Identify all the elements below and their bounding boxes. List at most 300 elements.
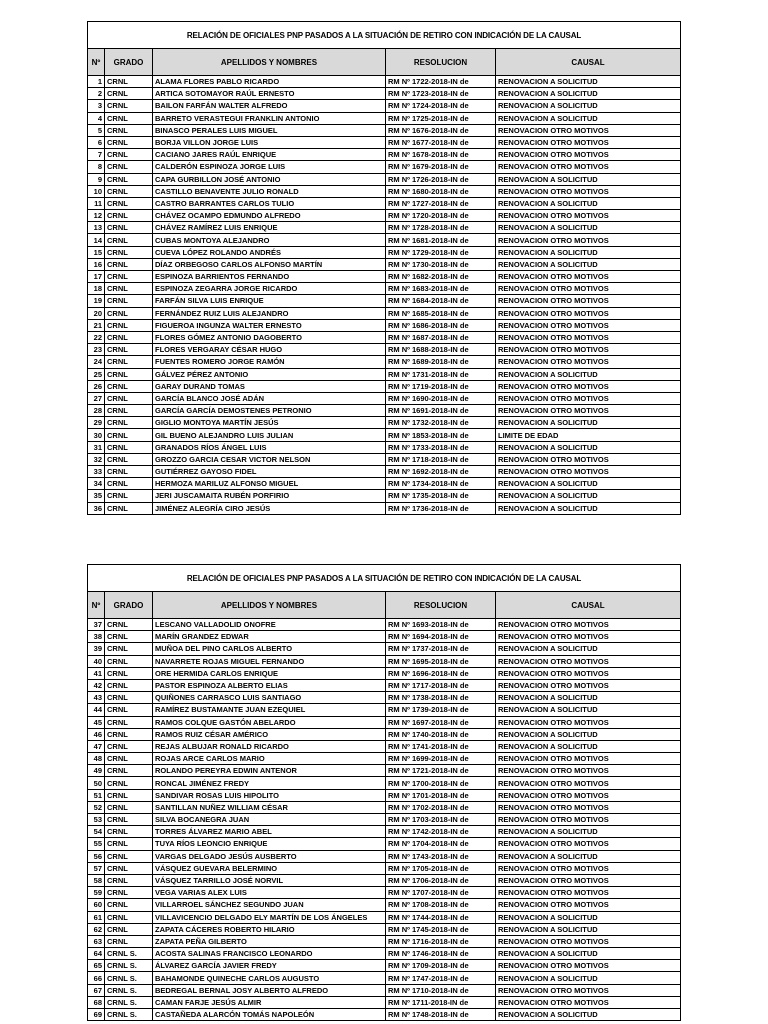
header-rank: GRADO <box>105 592 153 619</box>
cell-rank: CRNL <box>105 838 153 850</box>
cell-cause: RENOVACION OTRO MOTIVOS <box>496 380 681 392</box>
cell-resolution: RM Nº 1736-2018-IN de <box>386 502 496 514</box>
cell-resolution: RM Nº 1693-2018-IN de <box>386 619 496 631</box>
cell-resolution: RM Nº 1681-2018-IN de <box>386 234 496 246</box>
cell-number: 34 <box>88 478 105 490</box>
cell-number: 58 <box>88 874 105 886</box>
cell-resolution: RM Nº 1725-2018-IN de <box>386 112 496 124</box>
cell-resolution: RM Nº 1735-2018-IN de <box>386 490 496 502</box>
cell-names: RAMOS RUIZ CÉSAR AMÉRICO <box>153 728 386 740</box>
cell-names: CHÁVEZ RAMÍREZ LUIS ENRIQUE <box>153 222 386 234</box>
cell-resolution: RM Nº 1727-2018-IN de <box>386 197 496 209</box>
cell-cause: RENOVACION A SOLICITUD <box>496 222 681 234</box>
cell-number: 19 <box>88 295 105 307</box>
cell-names: GUTIÉRREZ GAYOSO FIDEL <box>153 466 386 478</box>
cell-names: TORRES ÁLVAREZ MARIO ABEL <box>153 826 386 838</box>
cell-cause: RENOVACION A SOLICITUD <box>496 972 681 984</box>
table-row <box>88 173 681 185</box>
table-row <box>88 417 681 429</box>
table-row <box>88 923 681 935</box>
cell-rank: CRNL <box>105 667 153 679</box>
cell-rank: CRNL <box>105 753 153 765</box>
cell-names: RAMOS COLQUE GASTÓN ABELARDO <box>153 716 386 728</box>
cell-resolution: RM Nº 1748-2018-IN de <box>386 1009 496 1021</box>
cell-cause: RENOVACION OTRO MOTIVOS <box>496 765 681 777</box>
cell-cause: RENOVACION OTRO MOTIVOS <box>496 283 681 295</box>
table-row <box>88 1009 681 1021</box>
cell-cause: RENOVACION OTRO MOTIVOS <box>496 619 681 631</box>
table-row <box>88 899 681 911</box>
cell-names: MUÑOA DEL PINO CARLOS ALBERTO <box>153 643 386 655</box>
cell-cause: RENOVACION OTRO MOTIVOS <box>496 814 681 826</box>
cell-rank: CRNL <box>105 679 153 691</box>
cell-number: 26 <box>88 380 105 392</box>
cell-names: GARCÍA BLANCO JOSÉ ADÁN <box>153 392 386 404</box>
cell-resolution: RM Nº 1746-2018-IN de <box>386 948 496 960</box>
cell-rank: CRNL <box>105 344 153 356</box>
cell-number: 45 <box>88 716 105 728</box>
cell-rank: CRNL <box>105 76 153 88</box>
table-row <box>88 100 681 112</box>
table-row <box>88 392 681 404</box>
cell-names: BARRETO VERASTEGUI FRANKLIN ANTONIO <box>153 112 386 124</box>
cell-number: 37 <box>88 619 105 631</box>
cell-rank: CRNL <box>105 899 153 911</box>
cell-number: 50 <box>88 777 105 789</box>
cell-resolution: RM Nº 1710-2018-IN de <box>386 984 496 996</box>
cell-number: 33 <box>88 466 105 478</box>
table-row <box>88 344 681 356</box>
cell-rank: CRNL <box>105 453 153 465</box>
table-row <box>88 380 681 392</box>
cell-rank: CRNL <box>105 643 153 655</box>
cell-number: 57 <box>88 862 105 874</box>
table-row <box>88 643 681 655</box>
cell-resolution: RM Nº 1728-2018-IN de <box>386 222 496 234</box>
cell-rank: CRNL <box>105 185 153 197</box>
cell-number: 30 <box>88 429 105 441</box>
cell-names: VEGA VARIAS ALEX LUIS <box>153 887 386 899</box>
cell-cause: RENOVACION OTRO MOTIVOS <box>496 344 681 356</box>
cell-resolution: RM Nº 1734-2018-IN de <box>386 478 496 490</box>
cell-names: FUENTES ROMERO JORGE RAMÓN <box>153 356 386 368</box>
cell-names: CAMAN FARJE JESÚS ALMIR <box>153 996 386 1008</box>
cell-number: 17 <box>88 271 105 283</box>
cell-rank: CRNL <box>105 319 153 331</box>
cell-names: GARAY DURAND TOMAS <box>153 380 386 392</box>
cell-names: ORE HERMIDA CARLOS ENRIQUE <box>153 667 386 679</box>
table-row <box>88 258 681 270</box>
cell-resolution: RM Nº 1684-2018-IN de <box>386 295 496 307</box>
cell-resolution: RM Nº 1719-2018-IN de <box>386 380 496 392</box>
cell-number: 42 <box>88 679 105 691</box>
table-row <box>88 655 681 667</box>
cell-cause: RENOVACION OTRO MOTIVOS <box>496 124 681 136</box>
cell-resolution: RM Nº 1716-2018-IN de <box>386 935 496 947</box>
cell-resolution: RM Nº 1689-2018-IN de <box>386 356 496 368</box>
cell-number: 44 <box>88 704 105 716</box>
cell-resolution: RM Nº 1720-2018-IN de <box>386 210 496 222</box>
cell-resolution: RM Nº 1699-2018-IN de <box>386 753 496 765</box>
cell-rank: CRNL <box>105 246 153 258</box>
table-row <box>88 814 681 826</box>
cell-cause: RENOVACION OTRO MOTIVOS <box>496 295 681 307</box>
cell-resolution: RM Nº 1723-2018-IN de <box>386 88 496 100</box>
cell-number: 7 <box>88 149 105 161</box>
cell-number: 63 <box>88 935 105 947</box>
cell-resolution: RM Nº 1740-2018-IN de <box>386 728 496 740</box>
cell-cause: RENOVACION A SOLICITUD <box>496 704 681 716</box>
cell-number: 66 <box>88 972 105 984</box>
cell-cause: RENOVACION A SOLICITUD <box>496 502 681 514</box>
cell-names: CUBAS MONTOYA ALEJANDRO <box>153 234 386 246</box>
cell-cause: RENOVACION OTRO MOTIVOS <box>496 234 681 246</box>
cell-names: CASTAÑEDA ALARCÓN TOMÁS NAPOLEÓN <box>153 1009 386 1021</box>
table-row <box>88 619 681 631</box>
cell-resolution: RM Nº 1690-2018-IN de <box>386 392 496 404</box>
cell-names: CHÁVEZ OCAMPO EDMUNDO ALFREDO <box>153 210 386 222</box>
table-row <box>88 765 681 777</box>
table-row <box>88 222 681 234</box>
table-row <box>88 911 681 923</box>
cell-resolution: RM Nº 1685-2018-IN de <box>386 307 496 319</box>
table-row <box>88 996 681 1008</box>
cell-rank: CRNL <box>105 801 153 813</box>
cell-cause: RENOVACION A SOLICITUD <box>496 948 681 960</box>
cell-cause: RENOVACION A SOLICITUD <box>496 643 681 655</box>
cell-cause: RENOVACION OTRO MOTIVOS <box>496 679 681 691</box>
cell-rank: CRNL S. <box>105 972 153 984</box>
cell-number: 68 <box>88 996 105 1008</box>
cell-number: 6 <box>88 136 105 148</box>
cell-resolution: RM Nº 1704-2018-IN de <box>386 838 496 850</box>
cell-number: 21 <box>88 319 105 331</box>
table-body <box>88 619 681 1021</box>
cell-cause: RENOVACION A SOLICITUD <box>496 911 681 923</box>
cell-cause: RENOVACION OTRO MOTIVOS <box>496 356 681 368</box>
cell-names: GÁLVEZ PÉREZ ANTONIO <box>153 368 386 380</box>
cell-cause: RENOVACION A SOLICITUD <box>496 692 681 704</box>
table-row <box>88 441 681 453</box>
table-row <box>88 331 681 343</box>
cell-names: BEDREGAL BERNAL JOSY ALBERTO ALFREDO <box>153 984 386 996</box>
cell-rank: CRNL <box>105 619 153 631</box>
cell-names: HERMOZA MARILUZ ALFONSO MIGUEL <box>153 478 386 490</box>
table-row <box>88 667 681 679</box>
table-row <box>88 826 681 838</box>
cell-number: 12 <box>88 210 105 222</box>
cell-rank: CRNL <box>105 331 153 343</box>
cell-rank: CRNL <box>105 502 153 514</box>
cell-resolution: RM Nº 1691-2018-IN de <box>386 405 496 417</box>
cell-resolution: RM Nº 1687-2018-IN de <box>386 331 496 343</box>
cell-names: RAMÍREZ BUSTAMANTE JUAN EZEQUIEL <box>153 704 386 716</box>
cell-rank: CRNL <box>105 777 153 789</box>
cell-number: 61 <box>88 911 105 923</box>
header-cause: CAUSAL <box>496 592 681 619</box>
cell-resolution: RM Nº 1683-2018-IN de <box>386 283 496 295</box>
table-row <box>88 136 681 148</box>
cell-resolution: RM Nº 1697-2018-IN de <box>386 716 496 728</box>
cell-number: 22 <box>88 331 105 343</box>
cell-resolution: RM Nº 1703-2018-IN de <box>386 814 496 826</box>
cell-names: PASTOR ESPINOZA ALBERTO ELIAS <box>153 679 386 691</box>
cell-cause: RENOVACION OTRO MOTIVOS <box>496 960 681 972</box>
table-row <box>88 874 681 886</box>
cell-names: RONCAL JIMÉNEZ FREDY <box>153 777 386 789</box>
table-row <box>88 631 681 643</box>
header-number: Nº <box>88 49 105 76</box>
cell-number: 56 <box>88 850 105 862</box>
cell-names: CAPA GURBILLON JOSÉ ANTONIO <box>153 173 386 185</box>
cell-rank: CRNL <box>105 740 153 752</box>
table-row <box>88 753 681 765</box>
table-row <box>88 692 681 704</box>
cell-cause: RENOVACION OTRO MOTIVOS <box>496 136 681 148</box>
cell-rank: CRNL <box>105 826 153 838</box>
cell-cause: RENOVACION OTRO MOTIVOS <box>496 466 681 478</box>
cell-cause: RENOVACION OTRO MOTIVOS <box>496 984 681 996</box>
table-row <box>88 283 681 295</box>
cell-resolution: RM Nº 1701-2018-IN de <box>386 789 496 801</box>
table-row <box>88 453 681 465</box>
cell-names: FIGUEROA INGUNZA WALTER ERNESTO <box>153 319 386 331</box>
cell-cause: RENOVACION OTRO MOTIVOS <box>496 789 681 801</box>
table-row <box>88 466 681 478</box>
cell-resolution: RM Nº 1679-2018-IN de <box>386 161 496 173</box>
cell-cause: RENOVACION A SOLICITUD <box>496 76 681 88</box>
cell-resolution: RM Nº 1706-2018-IN de <box>386 874 496 886</box>
cell-resolution: RM Nº 1730-2018-IN de <box>386 258 496 270</box>
cell-number: 25 <box>88 368 105 380</box>
cell-rank: CRNL <box>105 149 153 161</box>
cell-cause: RENOVACION OTRO MOTIVOS <box>496 777 681 789</box>
cell-cause: RENOVACION A SOLICITUD <box>496 258 681 270</box>
cell-rank: CRNL <box>105 100 153 112</box>
cell-names: CACIANO JARES RAÚL ENRIQUE <box>153 149 386 161</box>
table-row <box>88 850 681 862</box>
cell-names: MARÍN GRANDEZ EDWAR <box>153 631 386 643</box>
cell-resolution: RM Nº 1707-2018-IN de <box>386 887 496 899</box>
table-row <box>88 356 681 368</box>
cell-rank: CRNL <box>105 850 153 862</box>
table-row <box>88 960 681 972</box>
cell-rank: CRNL <box>105 466 153 478</box>
cell-resolution: RM Nº 1686-2018-IN de <box>386 319 496 331</box>
table-row <box>88 368 681 380</box>
cell-number: 4 <box>88 112 105 124</box>
cell-number: 23 <box>88 344 105 356</box>
cell-resolution: RM Nº 1702-2018-IN de <box>386 801 496 813</box>
cell-cause: RENOVACION OTRO MOTIVOS <box>496 210 681 222</box>
cell-resolution: RM Nº 1696-2018-IN de <box>386 667 496 679</box>
header-rank: GRADO <box>105 49 153 76</box>
table-row <box>88 149 681 161</box>
cell-number: 59 <box>88 887 105 899</box>
table-row <box>88 124 681 136</box>
cell-cause: RENOVACION A SOLICITUD <box>496 740 681 752</box>
cell-resolution: RM Nº 1717-2018-IN de <box>386 679 496 691</box>
cell-resolution: RM Nº 1739-2018-IN de <box>386 704 496 716</box>
table-row <box>88 972 681 984</box>
cell-rank: CRNL S. <box>105 984 153 996</box>
table-row <box>88 429 681 441</box>
cell-names: ACOSTA SALINAS FRANCISCO LEONARDO <box>153 948 386 960</box>
cell-number: 28 <box>88 405 105 417</box>
cell-resolution: RM Nº 1718-2018-IN de <box>386 453 496 465</box>
cell-names: VARGAS DELGADO JESÚS AUSBERTO <box>153 850 386 862</box>
cell-resolution: RM Nº 1721-2018-IN de <box>386 765 496 777</box>
cell-cause: RENOVACION A SOLICITUD <box>496 246 681 258</box>
cell-number: 39 <box>88 643 105 655</box>
cell-rank: CRNL <box>105 88 153 100</box>
cell-names: CASTILLO BENAVENTE JULIO RONALD <box>153 185 386 197</box>
cell-number: 35 <box>88 490 105 502</box>
cell-resolution: RM Nº 1743-2018-IN de <box>386 850 496 862</box>
cell-names: FARFÁN SILVA LUIS ENRIQUE <box>153 295 386 307</box>
cell-resolution: RM Nº 1678-2018-IN de <box>386 149 496 161</box>
cell-resolution: RM Nº 1694-2018-IN de <box>386 631 496 643</box>
cell-rank: CRNL <box>105 392 153 404</box>
cell-names: BINASCO PERALES LUIS MIGUEL <box>153 124 386 136</box>
cell-number: 31 <box>88 441 105 453</box>
cell-names: VÁSQUEZ GUEVARA BELERMINO <box>153 862 386 874</box>
cell-resolution: RM Nº 1677-2018-IN de <box>386 136 496 148</box>
cell-number: 13 <box>88 222 105 234</box>
cell-names: ARTICA SOTOMAYOR RAÚL ERNESTO <box>153 88 386 100</box>
cell-rank: CRNL <box>105 728 153 740</box>
cell-names: SANTILLAN NUÑEZ WILLIAM CÉSAR <box>153 801 386 813</box>
cell-rank: CRNL <box>105 692 153 704</box>
cell-resolution: RM Nº 1726-2018-IN de <box>386 173 496 185</box>
cell-rank: CRNL <box>105 356 153 368</box>
cell-cause: RENOVACION OTRO MOTIVOS <box>496 149 681 161</box>
cell-number: 47 <box>88 740 105 752</box>
cell-number: 8 <box>88 161 105 173</box>
cell-number: 36 <box>88 502 105 514</box>
cell-cause: RENOVACION A SOLICITUD <box>496 441 681 453</box>
cell-rank: CRNL <box>105 258 153 270</box>
cell-names: GROZZO GARCIA CESAR VICTOR NELSON <box>153 453 386 465</box>
officer-table-2 <box>87 564 680 1021</box>
cell-names: FERNÁNDEZ RUIZ LUIS ALEJANDRO <box>153 307 386 319</box>
cell-resolution: RM Nº 1729-2018-IN de <box>386 246 496 258</box>
table-row <box>88 234 681 246</box>
cell-names: GRANADOS RÍOS ÁNGEL LUIS <box>153 441 386 453</box>
table-row <box>88 740 681 752</box>
cell-cause: RENOVACION OTRO MOTIVOS <box>496 899 681 911</box>
cell-number: 20 <box>88 307 105 319</box>
cell-number: 67 <box>88 984 105 996</box>
cell-resolution: RM Nº 1737-2018-IN de <box>386 643 496 655</box>
table-row <box>88 295 681 307</box>
cell-number: 60 <box>88 899 105 911</box>
cell-rank: CRNL <box>105 222 153 234</box>
table-row <box>88 801 681 813</box>
cell-names: ESPINOZA ZEGARRA JORGE RICARDO <box>153 283 386 295</box>
cell-rank: CRNL <box>105 935 153 947</box>
cell-rank: CRNL <box>105 417 153 429</box>
cell-rank: CRNL S. <box>105 948 153 960</box>
cell-number: 16 <box>88 258 105 270</box>
table-row <box>88 789 681 801</box>
cell-names: JIMÉNEZ ALEGRÍA CIRO JESÚS <box>153 502 386 514</box>
cell-resolution: RM Nº 1742-2018-IN de <box>386 826 496 838</box>
cell-number: 65 <box>88 960 105 972</box>
cell-cause: RENOVACION OTRO MOTIVOS <box>496 887 681 899</box>
cell-rank: CRNL <box>105 441 153 453</box>
cell-rank: CRNL <box>105 478 153 490</box>
cell-rank: CRNL <box>105 197 153 209</box>
cell-number: 54 <box>88 826 105 838</box>
table-row <box>88 862 681 874</box>
cell-rank: CRNL <box>105 368 153 380</box>
cell-resolution: RM Nº 1688-2018-IN de <box>386 344 496 356</box>
cell-resolution: RM Nº 1680-2018-IN de <box>386 185 496 197</box>
table-row <box>88 319 681 331</box>
cell-names: VILLAVICENCIO DELGADO ELY MARTÍN DE LOS ÁNGELES <box>153 911 386 923</box>
table-row <box>88 76 681 88</box>
cell-number: 5 <box>88 124 105 136</box>
cell-resolution: RM Nº 1708-2018-IN de <box>386 899 496 911</box>
cell-number: 41 <box>88 667 105 679</box>
cell-rank: CRNL <box>105 405 153 417</box>
cell-cause: RENOVACION OTRO MOTIVOS <box>496 453 681 465</box>
cell-number: 51 <box>88 789 105 801</box>
table-row <box>88 405 681 417</box>
table-row <box>88 704 681 716</box>
cell-cause: RENOVACION A SOLICITUD <box>496 417 681 429</box>
cell-names: LESCANO VALLADOLID ONOFRE <box>153 619 386 631</box>
cell-resolution: RM Nº 1731-2018-IN de <box>386 368 496 380</box>
cell-cause: RENOVACION OTRO MOTIVOS <box>496 319 681 331</box>
cell-cause: RENOVACION OTRO MOTIVOS <box>496 405 681 417</box>
cell-names: DÍAZ ORBEGOSO CARLOS ALFONSO MARTÍN <box>153 258 386 270</box>
cell-resolution: RM Nº 1709-2018-IN de <box>386 960 496 972</box>
cell-rank: CRNL <box>105 814 153 826</box>
table-row <box>88 935 681 947</box>
cell-rank: CRNL S. <box>105 996 153 1008</box>
cell-names: ALAMA FLORES PABLO RICARDO <box>153 76 386 88</box>
header-resolution: RESOLUCION <box>386 49 496 76</box>
cell-names: TUYA RÍOS LEONCIO ENRIQUE <box>153 838 386 850</box>
cell-number: 14 <box>88 234 105 246</box>
cell-cause: RENOVACION OTRO MOTIVOS <box>496 667 681 679</box>
cell-names: CALDERÓN ESPINOZA JORGE LUIS <box>153 161 386 173</box>
table-row <box>88 728 681 740</box>
cell-resolution: RM Nº 1722-2018-IN de <box>386 76 496 88</box>
cell-cause: RENOVACION OTRO MOTIVOS <box>496 392 681 404</box>
cell-rank: CRNL S. <box>105 960 153 972</box>
cell-rank: CRNL <box>105 789 153 801</box>
cell-rank: CRNL <box>105 490 153 502</box>
cell-rank: CRNL <box>105 112 153 124</box>
table-row <box>88 948 681 960</box>
table-row <box>88 210 681 222</box>
cell-rank: CRNL <box>105 923 153 935</box>
cell-cause: RENOVACION A SOLICITUD <box>496 1009 681 1021</box>
cell-rank: CRNL <box>105 380 153 392</box>
cell-resolution: RM Nº 1705-2018-IN de <box>386 862 496 874</box>
cell-resolution: RM Nº 1741-2018-IN de <box>386 740 496 752</box>
cell-rank: CRNL <box>105 124 153 136</box>
cell-cause: RENOVACION A SOLICITUD <box>496 100 681 112</box>
table-title: RELACIÓN DE OFICIALES PNP PASADOS A LA SITUACIÓN DE RETIRO CON INDICACIÓN DE LA CAUSAL <box>88 22 681 49</box>
cell-names: ZAPATA PEÑA GILBERTO <box>153 935 386 947</box>
cell-names: REJAS ALBUJAR RONALD RICARDO <box>153 740 386 752</box>
cell-names: SANDIVAR ROSAS LUIS HIPOLITO <box>153 789 386 801</box>
cell-rank: CRNL <box>105 307 153 319</box>
